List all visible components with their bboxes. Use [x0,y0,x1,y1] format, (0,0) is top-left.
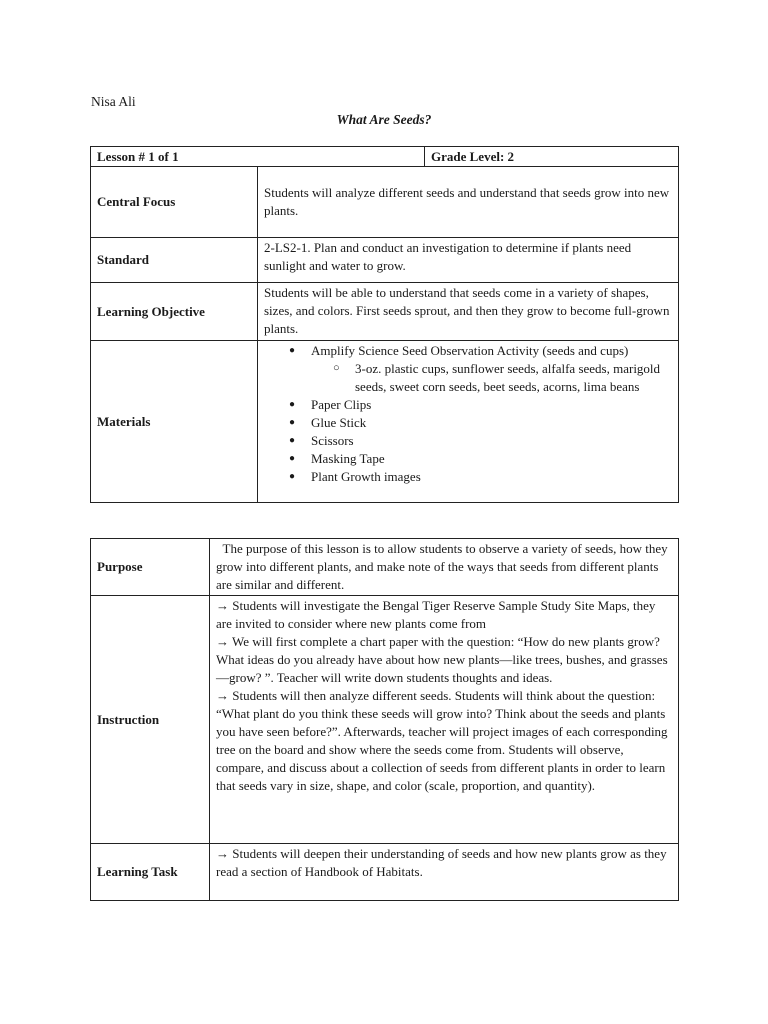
grade-level-cell [425,147,679,167]
bullet-icon: ● [289,345,296,356]
instruction-row [91,596,679,844]
materials-item-text: Glue Stick [311,415,367,430]
central-focus-label: Central Focus [91,167,258,238]
materials-row [91,341,679,503]
standard-label: Standard [91,238,258,283]
hollow-bullet-icon: ○ [333,362,340,374]
learning-objective-row [91,283,679,341]
bullet-icon: ● [289,453,296,464]
instruction-paragraph: → Students will then analyze different seeds. Students will think about the question: “What plant do you think these seeds will grow into? Think about the seeds and plants you have seen before?”. Afterwards, teacher will project images of each corresponding tree on the board and show where the seeds come from. Students will observe, compare, and discuss about a collection of seeds from different plants in order to learn that seeds vary in size, shape, and color (scale, proportion, and quantity). [216,688,668,793]
purpose-text: The purpose of this lesson is to allow students to observe a variety of seeds, how they grow into different plants, and make note of the ways that seeds from different plants are similar and different. [210,539,679,596]
materials-item [264,342,672,396]
materials-item [264,414,672,432]
bullet-icon: ● [289,471,296,482]
materials-item-text: Scissors [311,433,354,448]
lesson-header-row [91,147,679,167]
bullet-icon: ● [289,435,296,446]
materials-item-text: Amplify Science Seed Observation Activity (seeds and cups) [311,343,629,358]
bullet-icon: ● [289,417,296,428]
materials-subitem [264,360,672,396]
materials-item-text: Paper Clips [311,397,372,412]
author-name: Nisa Ali [91,94,136,109]
materials-sublist [311,360,672,396]
standard-row [91,238,679,283]
instruction-label: Instruction [91,596,210,844]
instruction-cell [210,596,679,844]
materials-list [264,342,672,486]
lesson-number-label: Lesson # 1 of 1 [97,148,179,164]
grade-level-label: Grade Level: 2 [431,148,515,164]
central-focus-row [91,167,679,238]
materials-item-text: Masking Tape [311,451,385,466]
central-focus-text: Students will analyze different seeds and understand that seeds grow into new plants. [258,167,679,238]
learning-task-text: → Students will deepen their understanding of seeds and how new plants grow as they read a section of Handbook of Habitats. [210,844,679,901]
instruction-paragraph: → Students will investigate the Bengal Tiger Reserve Sample Study Site Maps, they are invited to consider where new plants come from [216,598,656,631]
learning-objective-label: Learning Objective [91,283,258,341]
purpose-label: Purpose [91,539,210,596]
lesson-plan-table [90,538,679,901]
lesson-number-cell [91,147,425,167]
standard-text: 2-LS2-1. Plan and conduct an investigation to determine if plants need sunlight and water to grow. [258,238,679,283]
materials-item-text: Plant Growth images [311,469,421,484]
learning-objective-text: Students will be able to understand that seeds come in a variety of shapes, sizes, and colors. First seeds sprout, and then they grow to become full-grown plants. [258,283,679,341]
materials-item [264,432,672,450]
learning-task-label: Learning Task [91,844,210,901]
document-title: What Are Seeds? [336,112,432,127]
materials-item [264,396,672,414]
materials-label: Materials [91,341,258,503]
learning-task-row [91,844,679,901]
materials-item [264,468,672,486]
instruction-paragraph: → We will first complete a chart paper with the question: “How do new plants grow? What ideas do you already have about how new plants—like trees, bushes, and grasses—grow? ”. Teacher will write down students thoughts and ideas. [216,634,668,685]
materials-subitem-text: 3-oz. plastic cups, sunflower seeds, alfalfa seeds, marigold seeds, sweet corn seeds, beet seeds, acorns, lima beans [355,361,661,394]
bullet-icon: ● [289,399,296,410]
materials-list-cell [258,341,679,503]
lesson-info-table [90,146,679,503]
materials-item [264,450,672,468]
purpose-row [91,539,679,596]
